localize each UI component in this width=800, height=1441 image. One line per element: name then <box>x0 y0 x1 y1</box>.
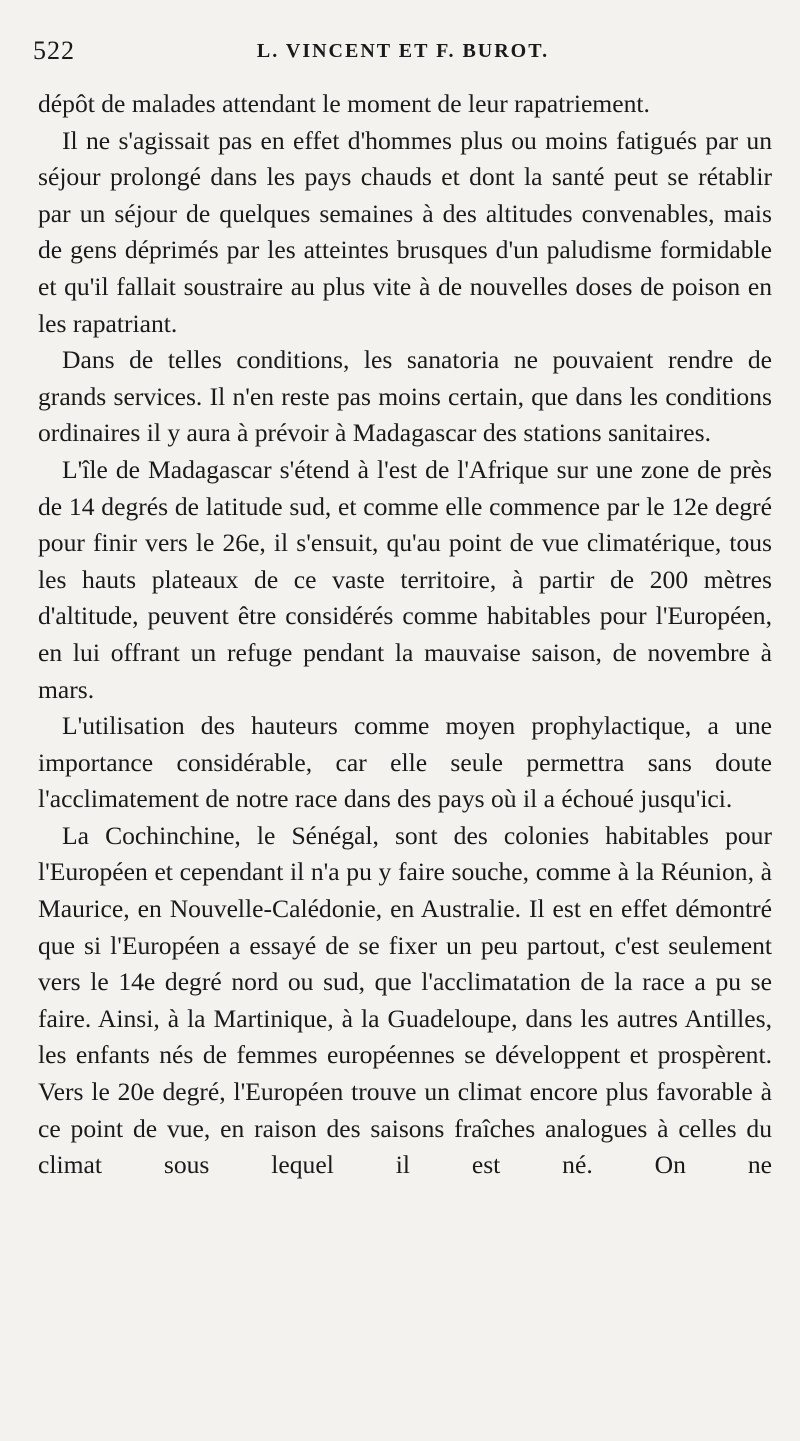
paragraph: L'île de Madagascar s'étend à l'est de l'Afrique sur une zone de près de 14 degrés de latitude sud, et comme elle commence par le 12e degré pour finir vers le 26e, il s'ensuit, qu'au point de vue climatérique, tous les hauts plateaux de ce vaste territoire, à partir de 200 mètres d'altitude, peuvent être considérés comme habitables pour l'Européen, en lui offrant un refuge pendant la mauvaise saison, de novembre à mars. <box>38 454 772 704</box>
paragraph: L'utilisation des hauteurs comme moyen prophylactique, a une importance considérable, car elle seule permettra sans doute l'acclimatement de notre race dans des pays où il a échoué jusqu'ici. <box>38 711 772 814</box>
body-text <box>38 86 772 1184</box>
running-head: L. VINCENT ET F. BUROT. <box>256 40 550 62</box>
paragraph: Il ne s'agissait pas en effet d'hommes plus ou moins fatigués par un séjour prolongé dans les pays chauds et dont la santé peut se rétablir par un séjour de quelques semaines à des altitudes convenables, mais de gens déprimés par les atteintes brusques d'un paludisme formidable et qu'il fallait soustraire au plus vite à de nouvelles doses de poison en les rapatriant. <box>38 125 772 338</box>
page-number: 522 <box>33 36 75 65</box>
page-header <box>33 36 773 76</box>
paragraph: La Cochinchine, le Sénégal, sont des colonies habitables pour l'Européen et cependant il n'a pu y faire souche, comme à la Réunion, à Maurice, en Nouvelle-Calédonie, en Australie. Il est en effet démontré que si l'Européen a essayé de se fixer un peu partout, c'est seulement vers le 14e degré nord ou sud, que l'acclimatation de la race a pu se faire. Ainsi, à la Martinique, à la Guadeloupe, dans les autres Antilles, les enfants nés de femmes européennes se développent et prospèrent. Vers le 20e degré, l'Européen trouve un climat encore plus favorable à ce point de vue, en raison des saisons fraîches analogues à celles du climat sous lequel il est né. On ne <box>38 820 772 1180</box>
paragraph: Dans de telles conditions, les sanatoria ne pouvaient rendre de grands services. Il n'en reste pas moins certain, que dans les conditions ordinaires il y aura à prévoir à Madagascar des stations sanitaires. <box>38 345 772 448</box>
paragraph-continued: dépôt de malades attendant le moment de leur rapatriement. <box>38 89 650 118</box>
